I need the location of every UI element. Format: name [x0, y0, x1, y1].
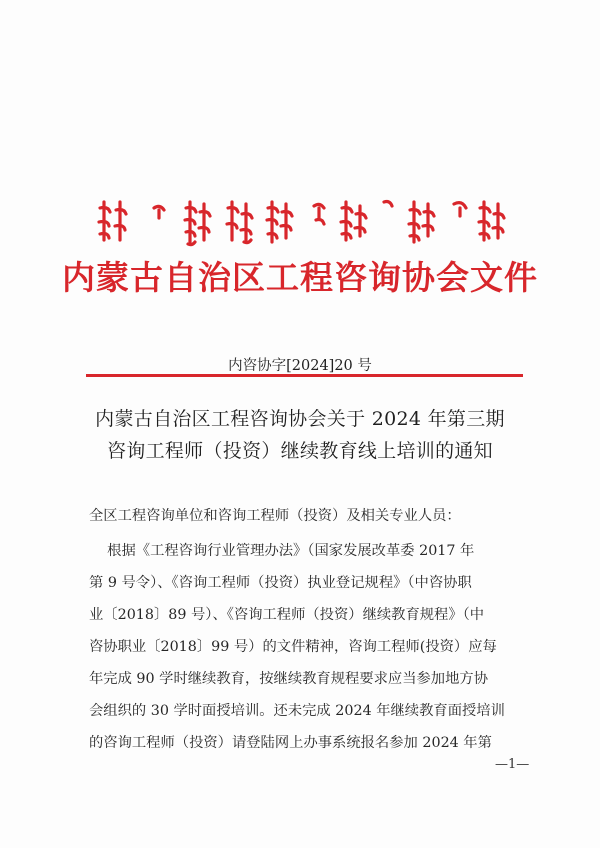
body-line: 根据《工程咨询行业管理办法》（国家发展改革委 2017 年: [89, 543, 475, 559]
body-line: 的咨询工程师（投资）请登陆网上办事系统报名参加 2024 年第: [89, 735, 492, 751]
page-number: —1—: [495, 757, 530, 772]
body-line: 会组织的 30 学时面授培训。还未完成 2024 年继续教育面授培训: [89, 703, 505, 719]
salutation: 全区工程咨询单位和咨询工程师（投资）及相关专业人员：: [89, 508, 461, 524]
mongolian-script-header: [96, 196, 506, 248]
issuer-title: 内蒙古自治区工程咨询协会文件: [62, 258, 538, 297]
body-line: 年完成 90 学时继续教育，按继续教育规程要求应当参加地方协: [89, 671, 488, 687]
notice-title-line-2: 咨询工程师（投资）继续教育线上培训的通知: [106, 440, 493, 462]
body-line: 第 9 号令）、《咨询工程师（投资）执业登记规程》（中咨协职: [89, 575, 472, 591]
red-divider-line: [86, 374, 523, 377]
document-number: 内咨协字[2024]20 号: [228, 358, 372, 374]
notice-title-line-1: 内蒙古自治区工程咨询协会关于 2024 年第三期: [95, 408, 505, 430]
body-line: 业〔2018〕89 号）、《咨询工程师（投资）继续教育规程》（中: [89, 607, 485, 623]
body-line: 咨协职业〔2018〕99 号）的文件精神，咨询工程师(投资）应每: [89, 639, 497, 655]
